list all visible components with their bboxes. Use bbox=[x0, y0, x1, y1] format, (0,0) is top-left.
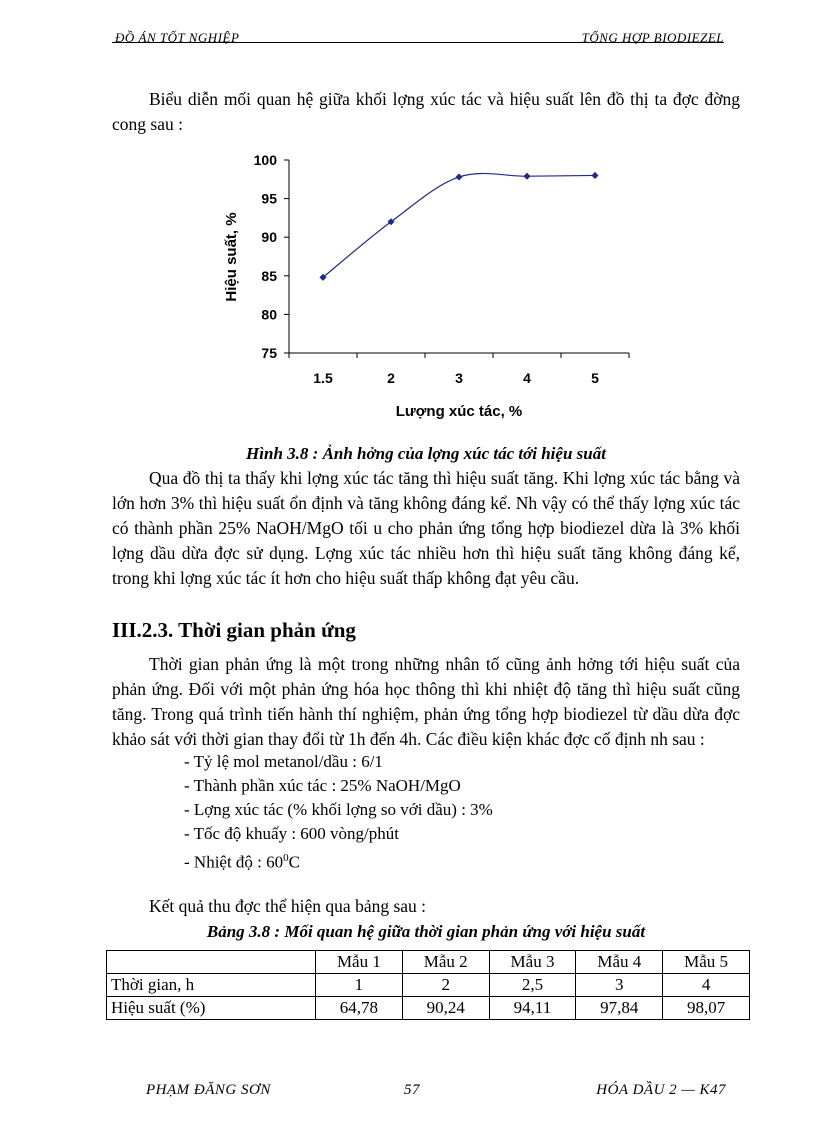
intro-paragraph: Biểu diễn mối quan hệ giữa khối lợng xúc tác và hiệu suất lên đồ thị ta đợc đờng cong sau : bbox=[112, 89, 740, 134]
x-tick-label: 3 bbox=[455, 370, 463, 386]
table-cell: 98,07 bbox=[663, 997, 750, 1020]
y-tick-label: 85 bbox=[261, 267, 277, 284]
temperature-condition bbox=[184, 846, 300, 875]
condition-item: - Lợng xúc tác (% khối lợng so với dầu) : 3% bbox=[184, 800, 493, 819]
table-cell: 97,84 bbox=[576, 997, 663, 1020]
table-cell: 2,5 bbox=[489, 974, 576, 997]
section-heading: III.2.3. Thời gian phản ứng bbox=[112, 618, 356, 642]
table-header-cell bbox=[107, 951, 316, 974]
footer-course: HÓA DẦU 2 — K47 bbox=[596, 1082, 726, 1098]
data-point bbox=[455, 173, 462, 180]
y-tick-label: 80 bbox=[261, 306, 277, 323]
table-cell: 3 bbox=[576, 974, 663, 997]
condition-item: - Tỷ lệ mol metanol/dầu : 6/1 bbox=[184, 752, 383, 771]
condition-item: - Thành phần xúc tác : 25% NaOH/MgO bbox=[184, 776, 461, 795]
table-header-cell: Mẫu 1 bbox=[316, 951, 403, 974]
footer-author: PHẠM ĐĂNG SƠN bbox=[146, 1082, 271, 1098]
table-cell: 64,78 bbox=[316, 997, 403, 1020]
table-row-label: Thời gian, h bbox=[107, 974, 316, 997]
table-cell: 94,11 bbox=[489, 997, 576, 1020]
table-row bbox=[107, 997, 750, 1020]
page-number: 57 bbox=[404, 1082, 420, 1098]
x-tick-label: 1.5 bbox=[313, 370, 333, 386]
section-paragraph: Thời gian phản ứng là một trong những nhân tố cũng ảnh hởng tới hiệu suất của phản ứng. Đối với một phản ứng hóa học thông thì khi nhiệt độ tăng thì hiệu suất cũng tăng. Trong quá trình tiến hành thí nghiệm, phản ứng tổng hợp biodiezel từ dầu dừa đợc khảo sát với thời gian thay đổi từ 1h đến 4h. Các điều kiện khác đợc cố định nh sau : bbox=[112, 654, 740, 749]
y-tick-label: 95 bbox=[261, 190, 277, 207]
y-tick-label: 75 bbox=[261, 345, 277, 361]
analysis-paragraph: Qua đồ thị ta thấy khi lợng xúc tác tăng thì hiệu suất tăng. Khi lợng xúc tác bằng và lớn hơn 3% thì hiệu suất ổn định và tăng không đáng kể. Nh vậy có thể thấy lợng xúc tác có thành phần 25% NaOH/MgO tối u cho phản ứng tổng hợp biodiezel dừa là 3% khối lợng dầu dừa đợc sử dụng. Lợng xúc tác nhiều hơn thì hiệu suất tăng không đáng kể, trong khi lợng xúc tác ít hơn cho hiệu suất thấp không đạt yêu cầu. bbox=[112, 468, 740, 588]
series-line bbox=[323, 173, 595, 277]
header-right: TỔNG HỢP BIODIEZEL bbox=[581, 30, 724, 45]
results-table bbox=[106, 950, 750, 1020]
figure-caption: Hình 3.8 : Ảnh hởng của lợng xúc tác tới hiệu suất bbox=[246, 444, 606, 463]
table-cell: 4 bbox=[663, 974, 750, 997]
data-point bbox=[523, 173, 530, 180]
temperature-unit: C bbox=[288, 852, 300, 872]
temperature-label: - Nhiệt độ : 60 bbox=[184, 852, 284, 872]
y-tick-label: 90 bbox=[261, 229, 277, 246]
header-left: ĐỒ ÁN TỐT NGHIỆP bbox=[115, 30, 240, 45]
table-row-label: Hiệu suất (%) bbox=[107, 997, 316, 1020]
temperature-superscript: 0 bbox=[283, 852, 289, 864]
table-cell: 90,24 bbox=[402, 997, 489, 1020]
data-point bbox=[591, 172, 598, 179]
yield-vs-catalyst-chart bbox=[210, 145, 650, 430]
table-cell: 2 bbox=[402, 974, 489, 997]
x-tick-label: 5 bbox=[591, 370, 599, 386]
condition-item: - Tốc độ khuấy : 600 vòng/phút bbox=[184, 824, 399, 843]
table-header-cell: Mẫu 2 bbox=[402, 951, 489, 974]
table-header-row bbox=[107, 951, 750, 974]
header-rule bbox=[112, 42, 724, 43]
y-tick-label: 100 bbox=[253, 152, 277, 168]
table-caption: Bảng 3.8 : Mối quan hệ giữa thời gian phản ứng với hiệu suất bbox=[206, 922, 646, 941]
table-cell: 1 bbox=[316, 974, 403, 997]
table-header-cell: Mẫu 3 bbox=[489, 951, 576, 974]
y-axis-label: Hiệu suất, % bbox=[223, 212, 240, 302]
table-row bbox=[107, 974, 750, 997]
table-header-cell: Mẫu 5 bbox=[663, 951, 750, 974]
x-tick-label: 4 bbox=[523, 370, 531, 386]
result-intro: Kết quả thu đợc thể hiện qua bảng sau : bbox=[149, 896, 427, 916]
table-header-cell: Mẫu 4 bbox=[576, 951, 663, 974]
x-tick-label: 2 bbox=[387, 370, 395, 386]
x-axis-label: Lượng xúc tác, % bbox=[395, 403, 523, 420]
